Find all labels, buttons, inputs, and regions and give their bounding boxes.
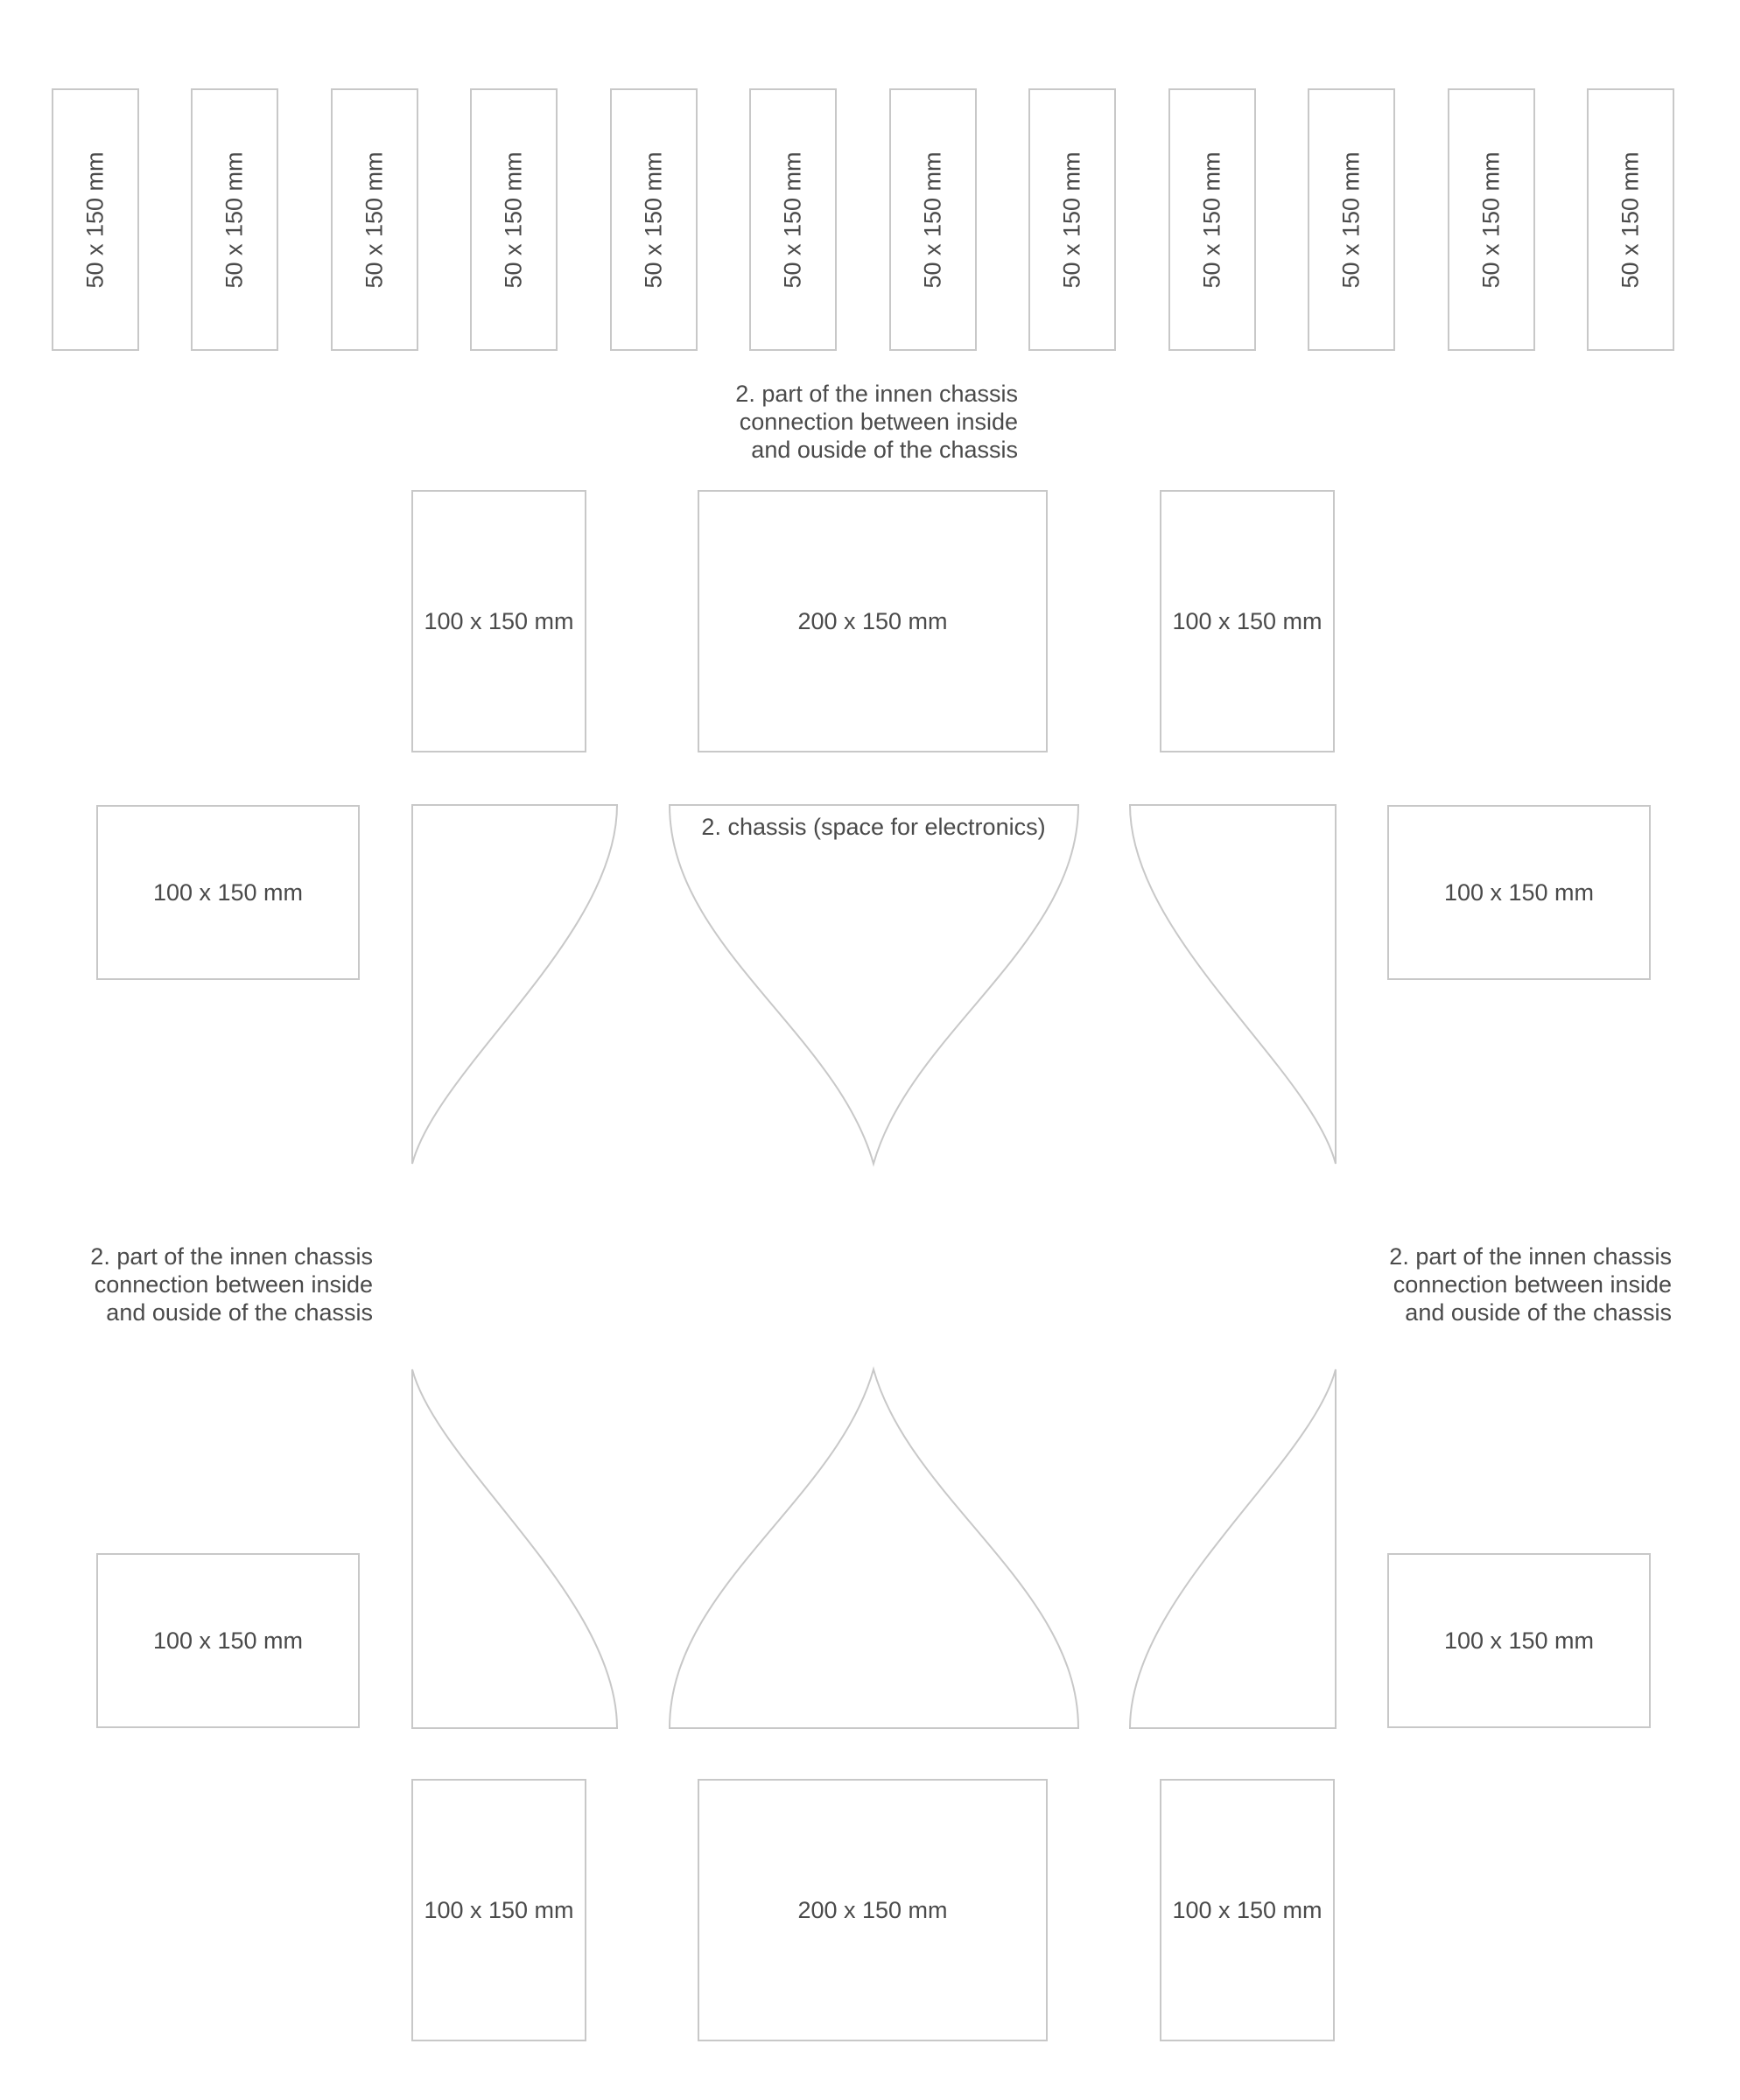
strip-label: 50 x 150 mm bbox=[81, 150, 109, 289]
panel-label: 100 x 150 mm bbox=[1172, 1896, 1323, 1923]
lower-left-side-panel bbox=[96, 1553, 360, 1728]
upper-right-curved-panel bbox=[1130, 805, 1336, 1164]
bottom-left-panel bbox=[411, 1779, 586, 2041]
lower-chassis-shape bbox=[670, 1369, 1078, 1728]
bottom-right-panel bbox=[1160, 1779, 1335, 2041]
strip-label: 50 x 150 mm bbox=[779, 150, 806, 289]
lower-left-curved-panel bbox=[412, 1369, 617, 1728]
upper-chassis-shape bbox=[670, 805, 1078, 1164]
strip-label: 50 x 150 mm bbox=[1617, 150, 1644, 289]
panel-label: 100 x 150 mm bbox=[1443, 878, 1595, 906]
panel-label: 100 x 150 mm bbox=[1172, 607, 1323, 634]
note-left: 2. part of the innen chassis connection between inside and ouside of the chassis bbox=[90, 1243, 373, 1326]
lower-right-side-panel bbox=[1387, 1553, 1651, 1728]
panel-label: 100 x 150 mm bbox=[152, 1627, 304, 1654]
strip-label: 50 x 150 mm bbox=[1058, 150, 1085, 289]
panel-label: 100 x 150 mm bbox=[424, 1896, 574, 1923]
panel-label: 100 x 150 mm bbox=[1443, 1627, 1595, 1654]
upper-left-curved-panel bbox=[412, 805, 617, 1164]
strip-label: 50 x 150 mm bbox=[1477, 150, 1505, 289]
strip-label: 50 x 150 mm bbox=[361, 150, 388, 289]
strip-label: 50 x 150 mm bbox=[221, 150, 248, 289]
panel-label: 100 x 150 mm bbox=[152, 878, 304, 906]
panel-label: 200 x 150 mm bbox=[797, 607, 948, 634]
bottom-center-panel bbox=[698, 1779, 1048, 2041]
chassis-label: 2. chassis (space for electronics) bbox=[701, 814, 1046, 840]
strip-label: 50 x 150 mm bbox=[500, 150, 527, 289]
strip-label: 50 x 150 mm bbox=[1198, 150, 1225, 289]
note-right: 2. part of the innen chassis connection between inside and ouside of the chassis bbox=[1389, 1243, 1672, 1326]
strip-label: 50 x 150 mm bbox=[919, 150, 946, 289]
strip-label: 50 x 150 mm bbox=[640, 150, 667, 289]
strip-label: 50 x 150 mm bbox=[1337, 150, 1365, 289]
panel-label: 100 x 150 mm bbox=[424, 607, 574, 634]
note-top: 2. part of the innen chassis connection between inside and ouside of the chassis bbox=[735, 381, 1018, 463]
lower-right-curved-panel bbox=[1130, 1369, 1336, 1728]
panel-label: 200 x 150 mm bbox=[797, 1896, 948, 1923]
